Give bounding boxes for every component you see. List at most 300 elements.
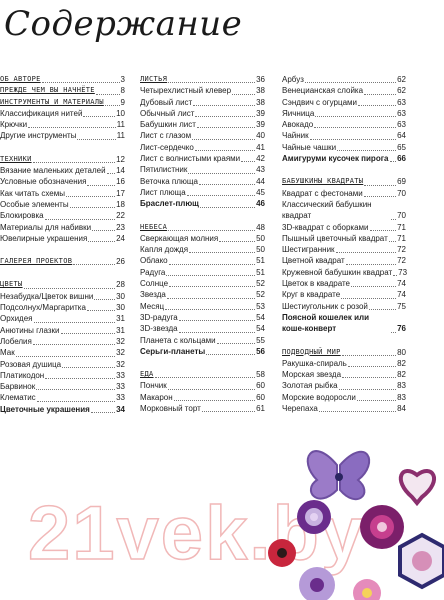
toc-entry-page: 52 (256, 290, 265, 300)
toc-entry (140, 187, 265, 198)
dot-leader (195, 150, 255, 151)
dot-leader (105, 105, 120, 106)
toc-entry (0, 313, 125, 324)
toc-entry-title: ЕДА (140, 370, 154, 379)
toc-entry-title: ЦВЕТЫ (0, 280, 23, 289)
toc-entry-title: 3D-звезда (140, 324, 178, 334)
toc-entry-page: 54 (256, 312, 265, 322)
toc-entry-title: Обычный лист (140, 108, 195, 118)
toc-entry-page: 12 (116, 154, 125, 164)
toc-entry-title: Шестигранник (282, 245, 335, 255)
dot-leader (336, 252, 397, 253)
toc-entry-title: Чайные чашки (282, 142, 337, 152)
toc-entry (282, 142, 406, 153)
dot-leader (241, 161, 255, 162)
toc-entry-page: 23 (116, 222, 125, 232)
toc-entry-page: 33 (116, 382, 125, 392)
toc-chapter-entry (282, 347, 406, 358)
toc-entry-page: 51 (256, 256, 265, 266)
toc-entry-page: 70 (397, 188, 406, 198)
toc-entry-page: 43 (256, 165, 265, 175)
dot-leader (66, 196, 115, 197)
toc-entry-page: 53 (256, 301, 265, 311)
toc-section (0, 74, 125, 142)
dot-leader (187, 195, 255, 196)
toc-entry-title: Ракушка-спираль (282, 358, 347, 368)
toc-section (0, 154, 125, 244)
toc-entry-page: 41 (256, 142, 265, 152)
toc-entry-page: 10 (116, 108, 125, 118)
dot-leader (364, 94, 396, 95)
toc-section (140, 74, 265, 210)
toc-entry-page: 11 (116, 120, 125, 130)
toc-column-3 (282, 74, 406, 426)
toc-entry (140, 255, 265, 266)
crochet-motifs-image (262, 435, 444, 600)
toc-entry (140, 176, 265, 187)
toc-entry-page: 14 (116, 166, 125, 176)
toc-entry-page: 76 (397, 324, 406, 334)
dot-leader (195, 116, 255, 117)
dot-leader (179, 332, 255, 333)
toc-entry-title: Солнце (140, 279, 169, 289)
toc-entry-page: 82 (397, 370, 406, 380)
toc-entry (140, 289, 265, 300)
toc-entry-title: Цветной квадрат (282, 256, 345, 266)
toc-entry-page: 32 (116, 348, 125, 358)
toc-entry-title: Сэндвич с огурцами (282, 97, 358, 107)
toc-entry-page: 52 (256, 279, 265, 289)
dot-leader (167, 298, 255, 299)
dot-leader (200, 207, 255, 208)
dot-leader (77, 139, 115, 140)
toc-entry (0, 188, 125, 199)
toc-entry (282, 392, 406, 403)
toc-entry-page: 63 (397, 120, 406, 130)
toc-chapter-entry (0, 256, 125, 267)
toc-entry-title: ЛИСТЬЯ (140, 75, 168, 83)
toc-entry-page: 28 (116, 280, 125, 290)
toc-entry-page: 66 (397, 154, 406, 164)
dot-leader (83, 116, 115, 117)
toc-entry (0, 222, 125, 233)
dot-leader (33, 344, 115, 345)
dot-leader (202, 411, 255, 412)
toc-entry-title: Браслет-плющ (140, 199, 199, 209)
toc-entry-title: ГАЛЕРЕЯ ПРОЕКТОВ (0, 257, 73, 266)
dot-leader (315, 116, 396, 117)
toc-entry-title: Лист-сердечко (140, 142, 194, 152)
toc-entry-title: Венецианская слойка (282, 86, 364, 96)
toc-entry-title: Лист с глазом (140, 131, 192, 141)
toc-entry-title: Авокадо (282, 120, 314, 130)
dot-leader (232, 94, 255, 95)
dot-leader (337, 150, 396, 151)
dot-leader (390, 161, 397, 162)
toc-entry (282, 188, 406, 199)
dot-leader (155, 377, 256, 378)
dot-leader (166, 275, 255, 276)
toc-entry-page: 32 (116, 359, 125, 369)
toc-entry-title: Поясной кошелек или коше-конверт (282, 312, 369, 334)
toc-entry (282, 403, 406, 414)
toc-section (282, 176, 406, 334)
dot-leader (219, 241, 255, 242)
dot-leader (188, 173, 255, 174)
dot-leader (192, 139, 255, 140)
toc-entry-title: Незабудка/Цветок вишни (0, 291, 94, 301)
toc-entry-page: 36 (256, 75, 265, 84)
toc-entry (140, 244, 265, 255)
dot-leader (61, 333, 116, 334)
toc-section (0, 256, 125, 267)
dot-leader (206, 354, 255, 355)
toc-entry-page: 31 (116, 314, 125, 324)
toc-entry (140, 119, 265, 130)
toc-entry (282, 289, 406, 300)
toc-entry (140, 233, 265, 244)
toc-entry-title: Особые элементы (0, 199, 69, 209)
dot-leader (24, 288, 116, 289)
toc-entry (0, 392, 125, 403)
toc-entry-page: 62 (397, 86, 406, 96)
toc-entry (282, 153, 406, 164)
toc-entry (0, 210, 125, 221)
toc-column-2 (140, 74, 265, 426)
dot-leader (342, 377, 396, 378)
toc-entry (140, 97, 265, 108)
dot-leader (357, 400, 396, 401)
toc-entry-page: 45 (256, 187, 265, 197)
dot-leader (107, 173, 116, 174)
toc-entry-page: 30 (116, 303, 125, 313)
toc-entry-page: 48 (256, 222, 265, 232)
toc-entry-title: Шестиугольник с розой (282, 301, 368, 311)
toc-entry-title: Веточка плюща (140, 176, 198, 186)
toc-entry-page: 8 (120, 86, 125, 96)
toc-entry-page: 46 (256, 199, 265, 209)
toc-entry-title: Крючки (0, 120, 28, 130)
toc-entry (282, 380, 406, 391)
toc-entry-page: 64 (397, 131, 406, 141)
toc-entry-title: Подсолнух/Маргаритка (0, 303, 86, 313)
toc-entry-title: Четырехлистный клевер (140, 86, 232, 96)
toc-entry-title: Сверкающая молния (140, 233, 219, 243)
toc-entry-title: Арбуз (282, 75, 304, 84)
dot-leader (364, 185, 396, 186)
dot-leader (37, 401, 115, 402)
dot-leader (358, 105, 396, 106)
toc-entry (0, 165, 125, 176)
toc-entry (140, 335, 265, 346)
toc-entry (140, 267, 265, 278)
toc-entry-page: 74 (397, 279, 406, 289)
toc-entry (282, 199, 406, 222)
toc-entry-page: 72 (397, 245, 406, 255)
toc-entry-title: Пятилистник (140, 165, 188, 175)
toc-entry (0, 108, 125, 119)
toc-entry-title: Лист плюща (140, 187, 186, 197)
dot-leader (88, 241, 115, 242)
dot-leader (87, 185, 115, 186)
dot-leader (364, 196, 396, 197)
toc-entry (140, 198, 265, 209)
toc-entry-page: 9 (120, 97, 125, 107)
toc-entry-title: Квадрат с фестонами (282, 188, 363, 198)
toc-entry-title: Пончик (140, 381, 167, 391)
toc-entry-page: 70 (397, 211, 406, 221)
toc-entry (282, 358, 406, 369)
toc-entry-page: 54 (256, 324, 265, 334)
toc-entry (282, 74, 406, 85)
toc-entry-title: Лист с волнистыми краями (140, 154, 241, 164)
toc-entry (282, 301, 406, 312)
dot-leader (370, 230, 397, 231)
toc-entry-page: 24 (116, 233, 125, 243)
toc-entry-page: 33 (116, 393, 125, 403)
toc-entry (140, 85, 265, 96)
toc-section (0, 279, 125, 415)
toc-entry-title: Мак (0, 348, 15, 358)
toc-section (140, 222, 265, 358)
dot-leader (174, 400, 255, 401)
toc-chapter-entry (140, 369, 265, 380)
toc-chapter-entry (0, 97, 125, 108)
toc-entry (0, 119, 125, 130)
dot-leader (168, 389, 255, 390)
toc-chapter-entry (0, 85, 125, 96)
toc-entry-title: 3D-квадрат с оборками (282, 222, 369, 232)
toc-entry-title: Как читать схемы (0, 188, 65, 198)
toc-entry (282, 278, 406, 289)
toc-entry-title: Барвинок (0, 382, 36, 392)
toc-entry (0, 381, 125, 392)
toc-entry (0, 347, 125, 358)
toc-entry-title: ИНСТРУМЕНТЫ И МАТЕРИАЛЫ (0, 97, 104, 106)
page-title: Содержание (4, 4, 243, 44)
toc-entry-title: Амигуруми кусочек пирога (282, 154, 389, 164)
toc-entry (282, 233, 406, 244)
toc-entry-title: Классический бабушкин квадрат (282, 199, 372, 221)
butterfly-motif (308, 451, 369, 499)
toc-entry-title: Вязание маленьких деталей (0, 166, 106, 176)
dot-leader (70, 207, 116, 208)
toc-entry-page: 72 (397, 256, 406, 266)
dot-leader (96, 94, 120, 95)
toc-entry (0, 233, 125, 244)
toc-entry-title: Блокировка (0, 211, 44, 221)
toc-entry-title: Бабушкин лист (140, 120, 196, 130)
toc-entry-title: 3D-радуга (140, 312, 178, 322)
toc-entry (0, 130, 125, 141)
flower-motif-dark (360, 505, 404, 549)
toc-section (282, 74, 406, 164)
toc-entry-title: Радуга (140, 267, 166, 277)
toc-entry-page: 39 (256, 120, 265, 130)
toc-entry-title: Ювелирные украшения (0, 233, 88, 243)
dot-leader (168, 82, 255, 83)
toc-entry-page: 31 (116, 325, 125, 335)
toc-entry (282, 267, 406, 278)
dot-leader (42, 82, 120, 83)
dot-leader (94, 299, 115, 300)
toc-entry-title: Круг в квадрате (282, 290, 341, 300)
hexagon-motif (400, 535, 444, 587)
toc-entry-page: 42 (256, 154, 265, 164)
toc-entry-title: ПРЕЖДЕ ЧЕМ ВЫ НАЧНЁТЕ (0, 86, 95, 95)
toc-entry (0, 291, 125, 302)
dot-leader (45, 378, 115, 379)
toc-entry (140, 142, 265, 153)
toc-entry (140, 403, 265, 414)
toc-entry-title: Цветок в квадрате (282, 279, 351, 289)
toc-entry (282, 130, 406, 141)
toc-entry-page: 69 (397, 177, 406, 187)
toc-entry-title: Другие инструменты (0, 131, 77, 141)
toc-entry (0, 325, 125, 336)
toc-entry-page: 60 (256, 381, 265, 391)
dot-leader (169, 264, 255, 265)
toc-entry-page: 50 (256, 245, 265, 255)
toc-entry (140, 153, 265, 164)
toc-entry (140, 392, 265, 403)
dot-leader (341, 298, 396, 299)
toc-entry-title: Платикодон (0, 370, 45, 380)
toc-entry-page: 65 (397, 142, 406, 152)
heart-motif (401, 471, 434, 503)
toc-entry-page: 60 (256, 392, 265, 402)
dot-leader (169, 286, 255, 287)
toc-entry-title: Звезда (140, 290, 166, 300)
toc-chapter-entry (0, 279, 125, 290)
toc-column-1 (0, 74, 125, 427)
toc-entry-page: 32 (116, 336, 125, 346)
dot-leader (28, 127, 116, 128)
toc-entry-page: 71 (397, 222, 406, 232)
flower-motif-purple (297, 500, 331, 534)
toc-entry-page: 38 (256, 97, 265, 107)
toc-entry-page: 75 (397, 301, 406, 311)
toc-entry-page: 84 (397, 404, 406, 414)
toc-entry (282, 85, 406, 96)
dot-leader (87, 310, 115, 311)
toc-entry (0, 302, 125, 313)
toc-entry-page: 74 (397, 290, 406, 300)
toc-entry (0, 404, 125, 415)
toc-entry (0, 176, 125, 187)
toc-entry-page: 82 (397, 358, 406, 368)
toc-chapter-entry (0, 74, 125, 85)
toc-entry-title: Цветочные украшения (0, 404, 90, 414)
toc-entry-title: Черепаха (282, 404, 318, 414)
watermark: 21vek.by (28, 491, 366, 576)
toc-entry-page: 39 (256, 108, 265, 118)
toc-entry-page: 40 (256, 131, 265, 141)
toc-entry-title: Пышный цветочный квадрат (282, 233, 388, 243)
toc-entry-page: 38 (256, 86, 265, 96)
dot-leader (179, 320, 255, 321)
dot-leader (92, 230, 115, 231)
toc-entry-title: Морская звезда (282, 370, 342, 380)
toc-entry-page: 33 (116, 370, 125, 380)
toc-entry (282, 108, 406, 119)
toc-entry-page: 22 (116, 211, 125, 221)
toc-entry (140, 380, 265, 391)
dot-leader (199, 184, 255, 185)
toc-entry-page: 51 (256, 267, 265, 277)
toc-entry (282, 255, 406, 266)
dot-leader (389, 241, 396, 242)
toc-entry-title: Морковный торт (140, 404, 201, 414)
toc-entry-page: 61 (256, 404, 265, 414)
toc-entry-page: 30 (116, 291, 125, 301)
dot-leader (168, 230, 255, 231)
toc-entry (140, 346, 265, 357)
toc-entry-title: Морские водоросли (282, 392, 356, 402)
toc-entry-title: Капля дождя (140, 245, 189, 255)
toc-chapter-entry (282, 176, 406, 187)
dot-leader (310, 139, 396, 140)
toc-entry-page: 62 (397, 75, 406, 84)
dot-leader (197, 127, 255, 128)
toc-entry-title: Серьги-планеты (140, 346, 206, 356)
toc-entry-title: Яичница (282, 108, 315, 118)
toc-entry-page: 63 (397, 97, 406, 107)
toc-entry-title: Планета с кольцами (140, 335, 216, 345)
dot-leader (391, 332, 396, 333)
toc-entry-title: Месяц (140, 301, 165, 311)
toc-entry-page: 11 (116, 131, 125, 141)
toc-entry-page: 80 (397, 347, 406, 357)
toc-entry-page: 26 (116, 257, 125, 267)
dot-leader (393, 275, 397, 276)
dot-leader (193, 105, 255, 106)
dot-leader (339, 389, 396, 390)
toc-entry (0, 370, 125, 381)
dot-leader (16, 356, 115, 357)
toc-entry (0, 359, 125, 370)
dot-leader (91, 412, 115, 413)
toc-entry (140, 301, 265, 312)
toc-entry-title: Чайник (282, 131, 309, 141)
toc-entry (282, 222, 406, 233)
toc-entry-page: 18 (116, 199, 125, 209)
toc-entry (140, 323, 265, 334)
toc-entry-page: 17 (116, 188, 125, 198)
toc-entry-title: Дубовый лист (140, 97, 193, 107)
toc-entry-page: 71 (397, 233, 406, 243)
toc-entry (0, 336, 125, 347)
toc-entry-page: 55 (256, 335, 265, 345)
toc-section (140, 369, 265, 414)
toc-entry-title: Розовая душица (0, 359, 62, 369)
dot-leader (165, 309, 255, 310)
toc-entry-title: Кружевной бабушкин квадрат (282, 267, 393, 277)
toc-entry (282, 97, 406, 108)
dot-leader (189, 252, 255, 253)
toc-entry (140, 130, 265, 141)
flower-motif-lilac (299, 567, 335, 600)
toc-entry-title: Условные обозначения (0, 177, 87, 187)
dot-leader (62, 367, 115, 368)
dot-leader (342, 355, 396, 356)
toc-entry-title: Макарон (140, 392, 173, 402)
toc-entry (140, 278, 265, 289)
dot-leader (36, 389, 115, 390)
toc-entry-page: 44 (256, 176, 265, 186)
toc-entry-title: Орхидея (0, 314, 33, 324)
toc-entry-title: Облако (140, 256, 168, 266)
